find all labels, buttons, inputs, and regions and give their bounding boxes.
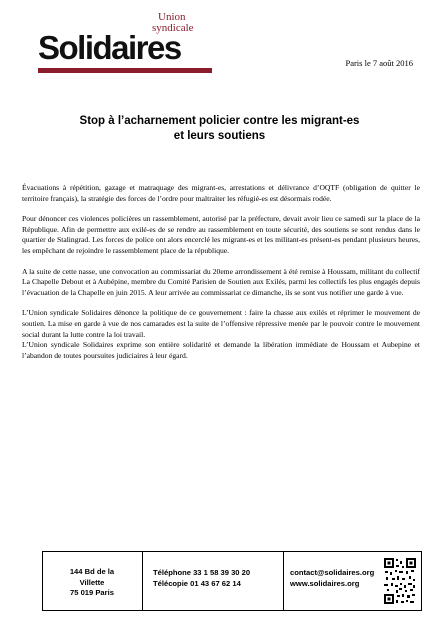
footer-phones [142, 552, 282, 610]
document-date: Paris le 7 août 2016 [345, 58, 413, 68]
logo-underline-bar [38, 68, 212, 73]
paragraph-1: Évacuations à répétition, gazage et matraquage des migrant-es, arrestations et délivrance d’OQTF (obligation de quitter le territoire français), la stratégie des forces de l’ordre pour maltraiter les réfugié-es est désormais rodée. [22, 183, 420, 203]
qr-code-icon [383, 557, 417, 605]
footer-contact-box [42, 551, 422, 611]
solidaires-logo [38, 12, 213, 74]
paragraph-2: Pour dénoncer ces violences policières un rassemblement, autorisé par la préfecture, devait avoir lieu ce samedi sur la place de la République. Afin de permettre aux exilé-es de se rendre au rassemblement en toute sécurité, des soutiens se sont rendus dans le quartier de Stalingrad. Les forces de police ont alors encerclé les migrant-es et les militant-es présent-es pendant plusieurs heures, les empêchant de rejoindre le rassemblement place de la république. [22, 214, 420, 255]
address-line-2: Villette [79, 577, 105, 587]
paragraph-5: L’Union syndicale Solidaires exprime son entière solidarité et demande la libération immédiate de Houssam et Aubepine et l’abandon de toutes poursuites judiciaires à leur égard. [22, 340, 420, 360]
address-line-3: 75 019 Paris [70, 588, 114, 597]
paragraph-3: A la suite de cette nasse, une convocation au commissariat du 20eme arrondissement à été remise à Houssam, militant du collectif La Chapelle Debout et à Aubépine, membre du Comité Parisien de Soutien aux Exilés, parmi les collectifs les plus engagés depuis l’évacuation de la Chapelle en juin 2015. A leur arrivée au commissariat ce dimanche, ils se sont vus notifier une garde à vue. [22, 266, 420, 297]
title-line-1: Stop à l’acharnement policier contre les migrant-es [79, 115, 360, 127]
website-link[interactable]: www.solidaires.org [290, 578, 360, 588]
document-title [0, 114, 439, 144]
footer-address [43, 552, 141, 610]
telecopie-number: Télécopie 01 43 67 62 14 [153, 578, 241, 588]
document-body [22, 183, 420, 371]
footer-web [283, 552, 375, 610]
title-line-2: et leurs soutiens [173, 130, 266, 142]
paragraph-4: L’Union syndicale Solidaires dénonce la politique de ce gouvernement : faire la chasse aux exilés et réprimer le mouvement de soutien. La mise en garde à vue de nos camarades est la suite de l’offensive répressive menée par le pouvoir contre le mouvement social durant la lutte contre la loi travail. [22, 308, 420, 339]
logo-union-text: Union [158, 11, 186, 23]
telephone-number: Téléphone 33 1 58 39 30 20 [153, 568, 251, 577]
contact-email-link[interactable]: contact@solidaires.org [290, 568, 375, 577]
logo-wordmark: Solidaires [38, 29, 181, 66]
address-line-1: 144 Bd de la [69, 567, 115, 576]
logo-syndicale-text: syndicale [152, 22, 194, 34]
